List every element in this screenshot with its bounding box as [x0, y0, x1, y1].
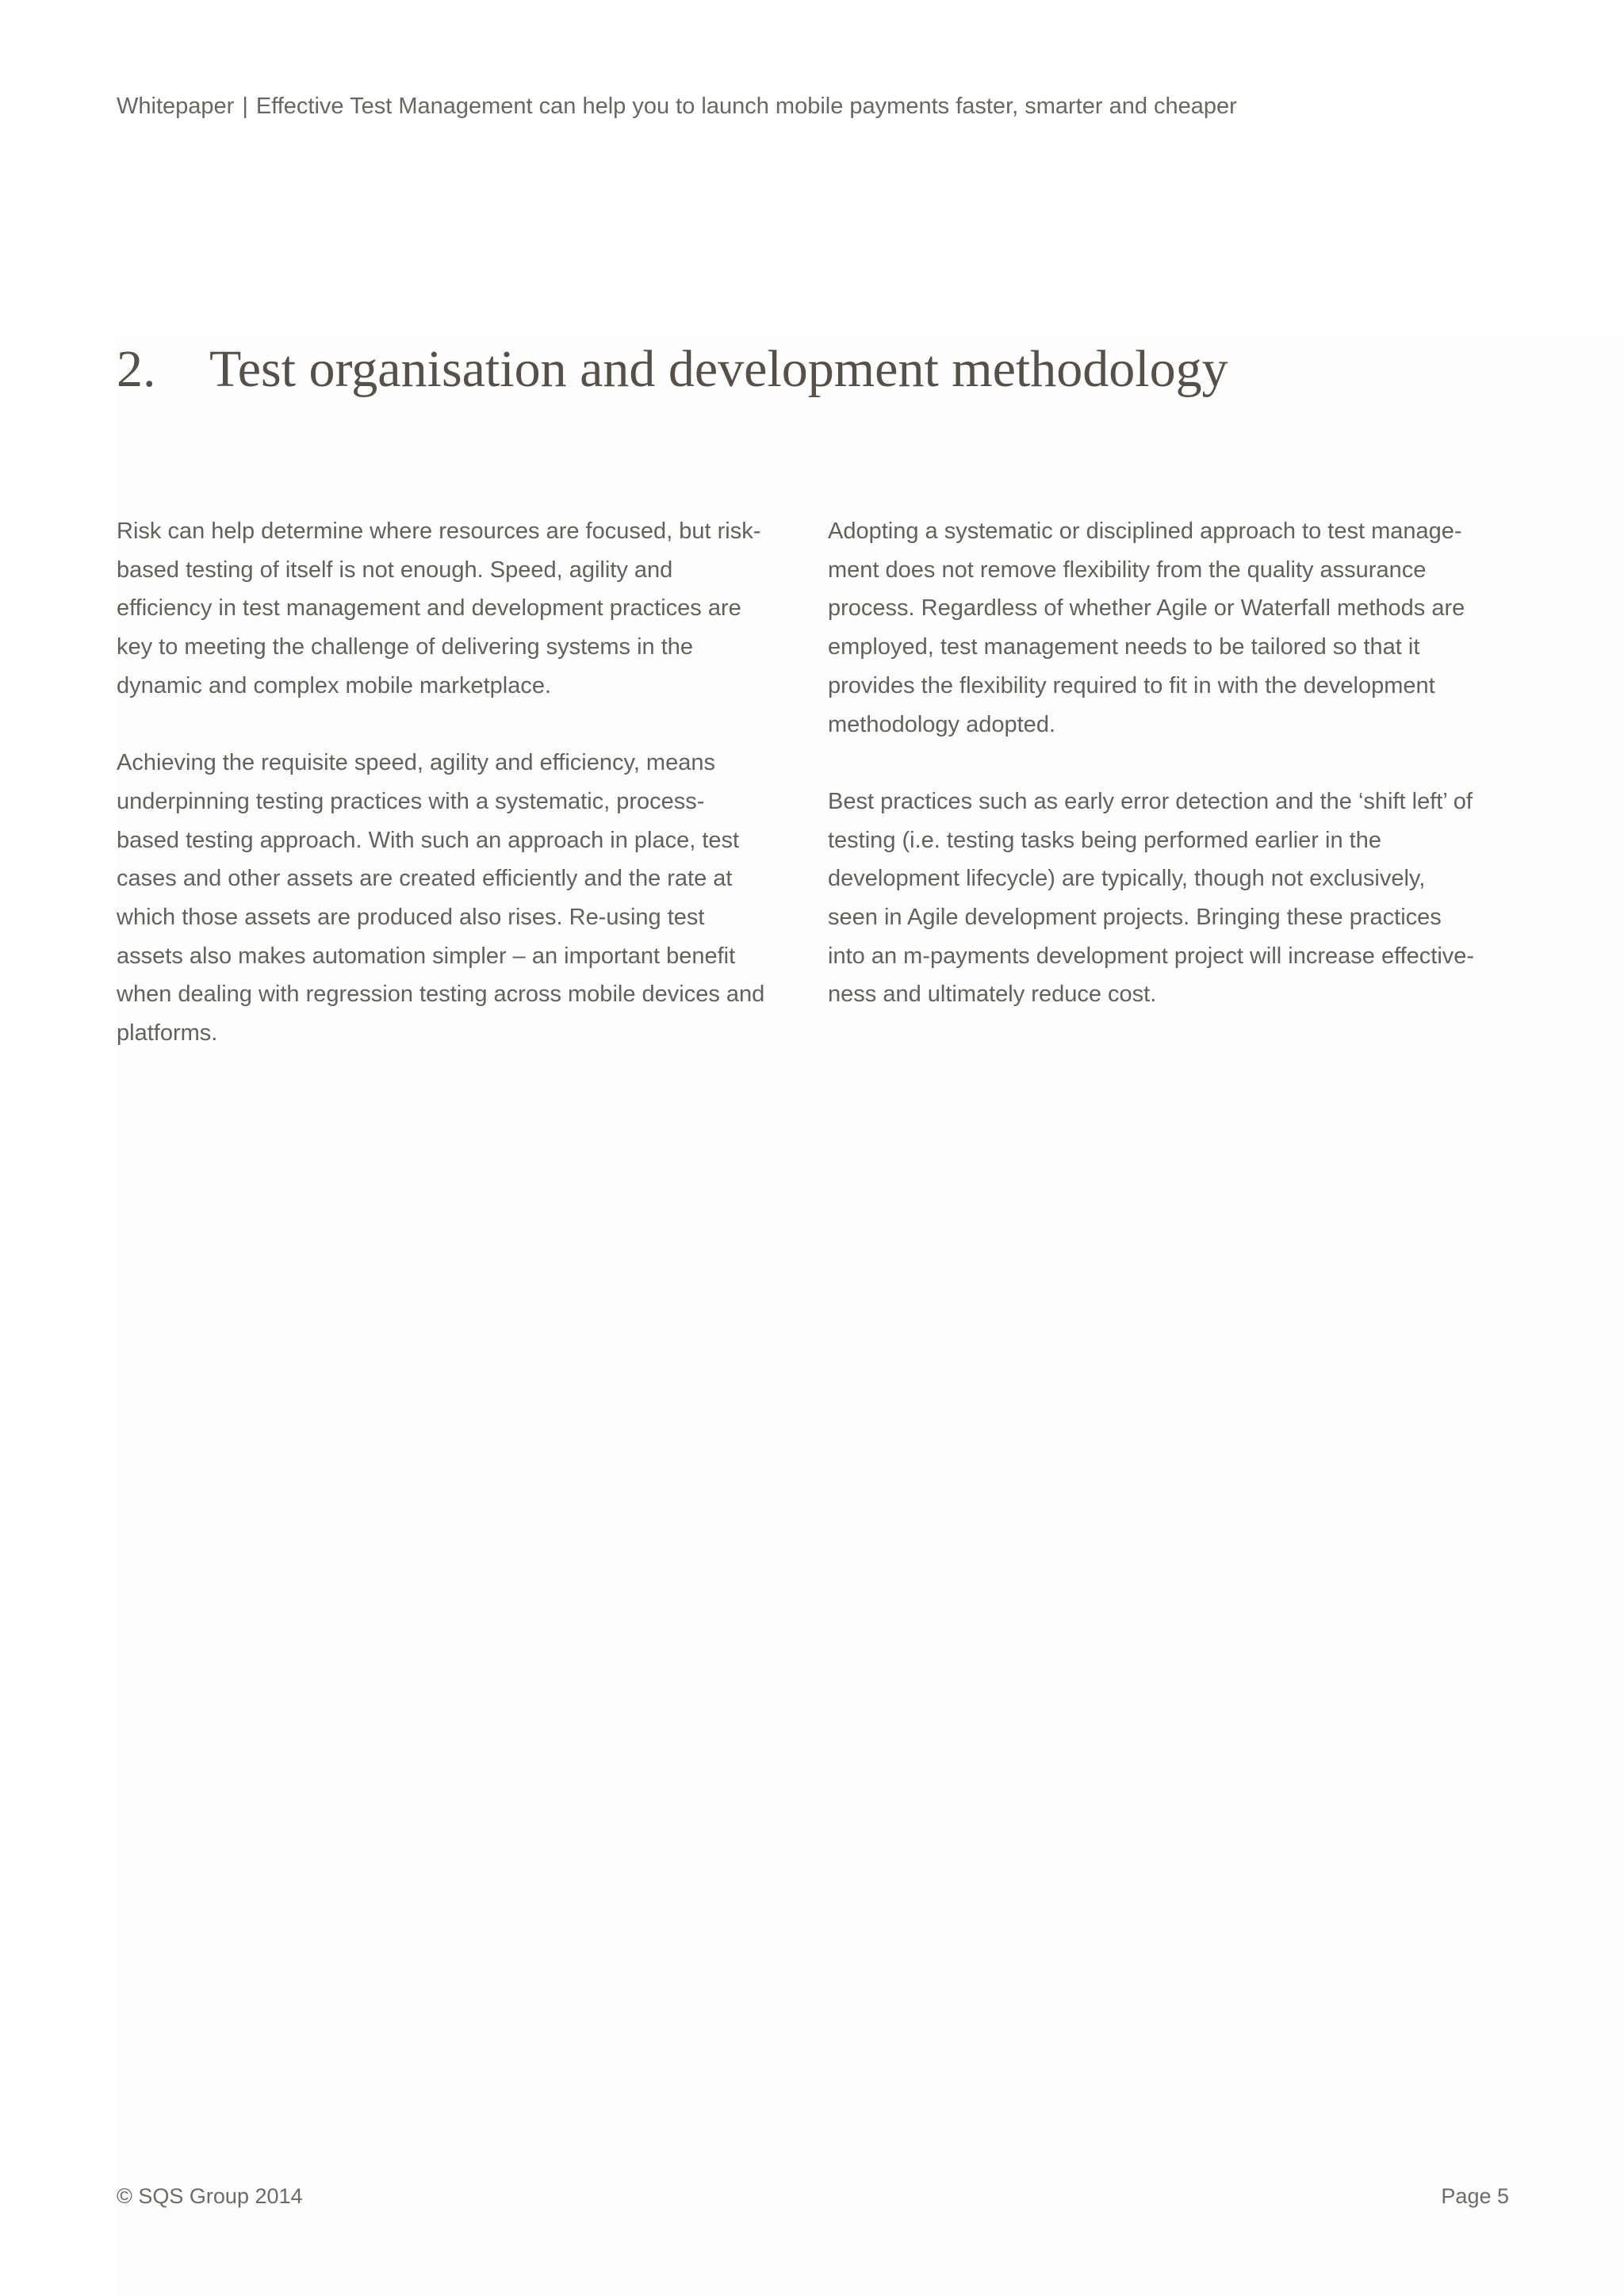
header-title: Effective Test Management can help you to launch mobile payments faster, smarter and cheaper: [255, 94, 1237, 119]
right-paragraph-2: Best practices such as early error detection and the ‘shift left’ of testing (i.e. testing tasks being performed earlier in the development lifecycle) are typically, though not exclusively, seen in Agile development projects. Bringing these practices into an m-payments development project will increase effective-ness and ultimately reduce cost.: [828, 788, 1475, 1008]
header-doc-type: Whitepaper: [117, 94, 235, 119]
running-header: [117, 90, 1237, 122]
header-separator: |: [242, 94, 248, 119]
footer-copyright: © SQS Group 2014: [117, 2184, 303, 2208]
right-column: [828, 512, 1478, 1053]
section-number: 2.: [117, 340, 156, 398]
left-paragraph-2: Achieving the requisite speed, agility and efficiency, means underpinning testing practices with a systematic, process-based testing approach. With such an approach in place, test cases and other assets are created efficiently and the rate at which those assets are produced also rises. Re-using test assets also makes automation simpler – an important benefit when dealing with regression testing across mobile devices and platforms.: [117, 750, 765, 1047]
left-paragraph-1: Risk can help determine where resources are focused, but risk-based testing of itself is not enough. Speed, agility and efficiency in test management and development practices are key to meeting the challenge of delivering systems in the dynamic and complex mobile marketplace.: [117, 519, 761, 698]
left-column: [117, 512, 767, 1092]
section-heading: [117, 338, 1228, 401]
right-paragraph-1: Adopting a systematic or disciplined approach to test manage-ment does not remove flexibility from the quality assurance process. Regardless of whether Agile or Waterfall methods are employed, test management needs to be tailored so that it provides the flexibility required to fit in with the development methodology adopted.: [828, 519, 1465, 737]
section-title: Test organisation and development methodology: [209, 340, 1228, 398]
footer-page-number: Page 5: [1441, 2184, 1509, 2208]
